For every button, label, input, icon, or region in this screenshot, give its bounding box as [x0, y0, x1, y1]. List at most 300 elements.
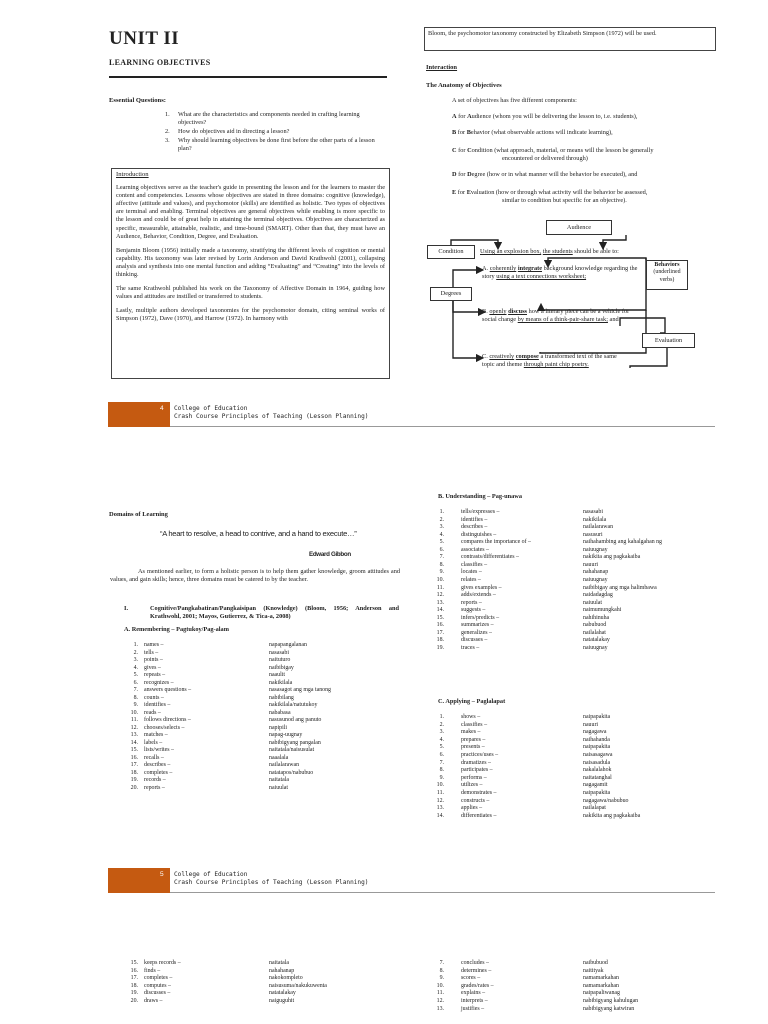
verb-row	[124, 975, 424, 983]
verb-number: 19.	[130, 990, 138, 997]
verb-number: 20.	[130, 784, 138, 791]
verb-number: 19.	[436, 644, 444, 651]
verb-number: 14.	[436, 812, 444, 819]
remembering-heading: A. Remembering – Pagtukoy/Pag-alam	[124, 626, 229, 633]
verb-english: determines –	[461, 967, 492, 974]
verb-filipino: naitatala	[269, 960, 289, 966]
verb-number: 15.	[130, 960, 138, 966]
behaviors-label: Behaviors	[654, 262, 680, 268]
verb-english: keeps records –	[144, 960, 181, 966]
verb-english: recognizes –	[144, 679, 174, 686]
verb-filipino: naibibigay	[269, 664, 294, 671]
verb-number: 11.	[436, 990, 444, 997]
verb-number: 3.	[133, 657, 138, 663]
verb-row	[124, 740, 424, 748]
verb-english: dramatizes –	[461, 759, 491, 766]
verb-row	[430, 600, 730, 608]
verb-row	[430, 990, 730, 998]
verb-filipino: nauuri	[583, 721, 599, 728]
verb-filipino: naitityak	[583, 967, 604, 974]
verb-number: 3.	[439, 524, 444, 531]
verb-row	[430, 539, 730, 547]
verb-filipino: nakalalahok	[583, 767, 612, 774]
verb-row	[124, 680, 424, 688]
verb-number: 14.	[130, 739, 138, 746]
verb-row	[430, 798, 730, 806]
verb-english: generalizes –	[461, 629, 492, 636]
verb-english: gives examples –	[461, 584, 502, 591]
verb-filipino: naimumungkahi	[583, 607, 622, 614]
verb-number: 12.	[130, 724, 138, 731]
verb-filipino: naisasadula	[583, 759, 611, 766]
verb-filipino: nailalarawan	[583, 524, 614, 531]
verb-english: locates –	[461, 569, 482, 576]
verb-english: tells/expresses –	[461, 509, 500, 515]
footer-divider	[170, 426, 715, 427]
verb-row	[430, 615, 730, 623]
verb-english: chooses/selects –	[144, 724, 185, 731]
introduction-heading: Introduction	[116, 171, 149, 178]
verb-filipino: nakikilala	[583, 516, 607, 523]
verb-filipino: nahahanap	[583, 569, 609, 576]
verb-filipino: nagagawa	[583, 729, 607, 736]
understanding-heading: B. Understanding – Pag-unawa	[438, 493, 522, 500]
verb-row	[430, 782, 730, 790]
verb-row	[124, 725, 424, 733]
verb-english: identifies –	[461, 516, 488, 523]
verb-english: discusses –	[144, 990, 171, 997]
verb-row	[124, 650, 424, 658]
gibbon-quote: “A heart to resolve, a head to contrive, and a hand to execute…”	[160, 529, 357, 538]
verb-row	[430, 813, 730, 821]
verb-row	[430, 585, 730, 593]
verb-english: prepares –	[461, 736, 486, 743]
verb-row	[430, 998, 730, 1006]
verb-number: 7.	[439, 554, 444, 561]
verb-english: traces –	[461, 644, 480, 651]
verb-number: 10.	[436, 982, 444, 989]
footer-text: College of Education Crash Course Principles of Teaching (Lesson Planning)	[174, 405, 369, 420]
verb-english: draws –	[144, 998, 163, 1004]
verb-row	[430, 790, 730, 798]
verb-number: 1.	[133, 642, 138, 648]
verb-number: 4.	[439, 736, 444, 743]
learning-objectives-title: LEARNING OBJECTIVES	[109, 58, 211, 67]
component-degree: D for Degree (how or in what manner will the behavior be executed), and	[452, 171, 638, 178]
interaction-heading: Interaction	[426, 64, 458, 71]
verb-row	[124, 702, 424, 710]
verb-filipino: naiuugnay	[583, 644, 608, 651]
verb-english: classifies –	[461, 721, 488, 728]
page-number: 4	[160, 405, 164, 412]
verb-row	[430, 637, 730, 645]
verb-number: 5.	[439, 539, 444, 546]
domains-heading: Domains of Learning	[109, 511, 168, 518]
verb-filipino: nasasabi	[269, 649, 289, 656]
verb-english: performs –	[461, 774, 487, 781]
verb-row	[430, 775, 730, 783]
verb-filipino: naipapakita	[583, 790, 611, 796]
verb-filipino: natatalakay	[583, 637, 610, 644]
verb-english: applies –	[461, 805, 483, 812]
verb-english: constructs –	[461, 797, 490, 804]
behaviors-box	[646, 260, 688, 290]
verb-filipino: naaulit	[269, 672, 286, 678]
verb-filipino: nabibigyang katwiran	[583, 1005, 635, 1012]
verb-row	[430, 524, 730, 532]
verb-number: 5.	[439, 744, 444, 751]
verb-english: infers/predicts –	[461, 614, 500, 621]
bloom-continuation-box: Bloom, the psychomotor taxonomy constructed by Elizabeth Simpson (1972) will be used.	[424, 27, 716, 51]
verb-filipino: naiuugnay	[583, 576, 608, 583]
verb-number: 15.	[130, 747, 138, 753]
verb-filipino: naisasagawa	[583, 752, 613, 758]
verb-number: 8.	[439, 767, 444, 774]
footer-text: College of Education Crash Course Principles of Teaching (Lesson Planning)	[174, 871, 369, 886]
intro-paragraph: Benjamin Bloom (1956) initially made a taxonomy, stratifying the different levels of cognition or mental capability. His taxonomy was later revised by Lorin Anderson and David Krathwohl (2001), collapsing analysis and synthesis into one mental function and adding “Evaluating” and “Creating” into the levels of thinking.	[116, 246, 385, 279]
verb-filipino: naitatala	[269, 777, 289, 783]
verb-english: counts –	[144, 694, 164, 701]
verb-number: 11.	[436, 584, 444, 591]
verb-filipino: nahahanap	[269, 967, 295, 974]
verb-number: 11.	[130, 717, 138, 723]
intro-paragraph: Lastly, multiple authors developed taxonomies for the psychomotor domain, citing seminal works of Simpson (1972), Dave (1970), and Harrow (1972). In harmony with	[116, 307, 385, 323]
verb-filipino: naiuulat	[269, 784, 288, 791]
verb-row	[430, 622, 730, 630]
verb-filipino: nakikilala/natutukoy	[269, 702, 318, 708]
verb-filipino: naitatanghal	[583, 774, 612, 781]
verb-filipino: nabibilang	[269, 694, 294, 701]
verb-english: grades/rates –	[461, 982, 494, 989]
verb-row	[124, 695, 424, 703]
verb-english: utilizes –	[461, 782, 483, 789]
objective-lead: Using an explosion box, the students should be able to:	[480, 248, 619, 255]
verb-row	[430, 805, 730, 813]
verb-english: completes –	[144, 975, 173, 982]
verb-filipino: namamarkahan	[583, 982, 619, 989]
essential-questions-heading: Essential Questions:	[109, 97, 166, 104]
verb-english: summarizes –	[461, 622, 494, 629]
verb-number: 6.	[439, 752, 444, 758]
verb-filipino: naiuulat	[583, 599, 602, 606]
verb-english: practices/uses –	[461, 752, 499, 758]
verb-number: 19.	[130, 777, 138, 783]
verb-number: 13.	[436, 805, 444, 812]
verb-english: gives –	[144, 664, 161, 671]
verb-number: 10.	[130, 709, 138, 716]
verb-english: describes –	[461, 524, 488, 531]
verb-row	[124, 983, 424, 991]
audience-box: Audience	[546, 220, 612, 235]
verb-number: 17.	[130, 762, 138, 768]
verb-english: differentiates –	[461, 812, 497, 819]
verb-filipino: naihahanda	[583, 736, 610, 743]
verb-filipino: naaalala	[269, 754, 289, 761]
verb-row	[430, 968, 730, 976]
verb-filipino: nailalahat	[583, 629, 606, 636]
verb-filipino: napapangalanan	[269, 642, 307, 648]
verb-row	[430, 577, 730, 585]
verb-english: labels –	[144, 739, 163, 746]
introduction-box	[111, 168, 390, 379]
verb-filipino: naituturo	[269, 657, 291, 663]
verb-number: 16.	[130, 967, 138, 974]
verb-english: shows –	[461, 714, 481, 720]
objective-c: C. creatively compose a transformed text of the same topic and theme through paint chip poetry.	[482, 353, 617, 369]
verb-english: follows directions –	[144, 717, 191, 723]
verb-filipino: nakikita ang pagkakaiba	[583, 812, 641, 819]
verb-english: suggests –	[461, 607, 486, 614]
verb-row	[124, 762, 424, 770]
verb-english: reports –	[461, 599, 482, 606]
verb-number: 17.	[436, 629, 444, 636]
verb-number: 4.	[133, 664, 138, 671]
verb-filipino: nailalarawan	[269, 762, 300, 768]
verb-english: concludes –	[461, 960, 489, 966]
verb-english: distinguishes –	[461, 531, 497, 538]
component-audience: A for Audience (whom you will be delivering the lesson to, i.e. students),	[452, 113, 638, 120]
verb-english: explains –	[461, 990, 486, 997]
verb-filipino: naipapaliwanag	[583, 990, 620, 997]
verb-filipino: naidadagdag	[583, 592, 613, 599]
condition-box: Condition	[427, 245, 475, 259]
anatomy-intro: A set of objectives has five different components:	[452, 97, 577, 104]
verb-number: 2.	[133, 649, 138, 656]
verb-english: classifies –	[461, 561, 488, 568]
verb-row	[124, 672, 424, 680]
verb-filipino: nasasagot ang mga tanong	[269, 687, 331, 693]
verb-filipino: nakikita ang pagkakaiba	[583, 554, 641, 561]
footer-divider	[170, 892, 715, 893]
verb-filipino: namamarkahan	[583, 975, 619, 982]
verb-filipino: nauuri	[583, 561, 599, 568]
verb-number: 2.	[439, 721, 444, 728]
question-item: 2. How do objectives aid in directing a lesson?	[165, 128, 290, 136]
verb-filipino: naipapakita	[583, 714, 611, 720]
verb-number: 4.	[439, 531, 444, 538]
verb-english: describes –	[144, 762, 171, 768]
verb-number: 20.	[130, 998, 138, 1004]
verb-number: 2.	[439, 516, 444, 523]
verb-number: 8.	[133, 694, 138, 701]
verb-number: 3.	[439, 729, 444, 736]
verb-number: 5.	[133, 672, 138, 678]
objective-a: A. coherently integrate background knowledge regarding the story using a text connections worksheet;	[482, 265, 638, 281]
verb-row	[430, 752, 730, 760]
title-rule	[109, 76, 387, 78]
verb-row	[430, 630, 730, 638]
verb-english: demonstrates –	[461, 790, 497, 796]
verb-row	[430, 744, 730, 752]
verb-english: participates –	[461, 767, 493, 774]
verb-english: contrasts/differentiates –	[461, 554, 519, 561]
verb-filipino: natatalakay	[269, 990, 296, 997]
evaluation-box: Evaluation	[642, 333, 695, 348]
verb-number: 12.	[436, 592, 444, 599]
verb-number: 7.	[133, 687, 138, 693]
verb-row	[430, 714, 730, 722]
verb-row	[124, 710, 424, 718]
verb-row	[124, 998, 424, 1006]
applying-heading: C. Applying – Paglalapat	[438, 698, 506, 705]
verb-number: 12.	[436, 998, 444, 1004]
verb-english: names –	[144, 642, 164, 648]
verb-english: recalls –	[144, 754, 164, 761]
verb-english: reports –	[144, 784, 165, 791]
verb-english: points –	[144, 657, 163, 663]
verb-row	[124, 732, 424, 740]
verb-filipino: naihahambing ang kahalgahan ng	[583, 539, 663, 546]
verb-filipino: naisusuma/nakukuwenta	[269, 982, 327, 989]
verb-row	[124, 665, 424, 673]
verb-filipino: nasasabi	[583, 509, 603, 515]
verb-english: interprets –	[461, 998, 488, 1004]
verb-english: computes –	[144, 982, 171, 989]
verb-english: answers questions –	[144, 687, 192, 693]
verb-english: adds/extends –	[461, 592, 496, 599]
verb-filipino: nabubuod	[583, 622, 607, 629]
verb-english: completes –	[144, 769, 173, 776]
verb-filipino: nabibigyang kahulugan	[583, 998, 639, 1004]
verb-english: identifies –	[144, 702, 171, 708]
verb-english: matches –	[144, 732, 168, 738]
anatomy-heading: The Anatomy of Objectives	[426, 82, 502, 89]
verb-english: finds –	[144, 967, 161, 974]
component-evaluation: E for Evaluation (how or through what activity will the behavior be assessed, similar to condition but specific for an objective).	[452, 189, 648, 205]
verb-number: 1.	[439, 509, 444, 515]
verb-number: 7.	[439, 960, 444, 966]
verb-number: 8.	[439, 967, 444, 974]
verb-english: relates –	[461, 576, 481, 583]
verb-number: 13.	[436, 1005, 444, 1012]
verb-english: lists/writes –	[144, 747, 174, 753]
verb-number: 10.	[436, 576, 444, 583]
verb-row	[430, 722, 730, 730]
verb-number: 18.	[130, 982, 138, 989]
verb-number: 14.	[436, 607, 444, 614]
verb-row	[430, 554, 730, 562]
verb-number: 1.	[439, 714, 444, 720]
verb-row	[430, 729, 730, 737]
verb-english: repeats –	[144, 672, 166, 678]
verb-row	[430, 1006, 730, 1014]
verb-english: tells –	[144, 649, 159, 656]
essential-questions-list	[165, 111, 387, 154]
verb-filipino: nagagamit	[583, 782, 608, 789]
verb-number: 13.	[436, 599, 444, 606]
verb-number: 15.	[436, 614, 444, 621]
question-item: 3. Why should learning objectives be done first before the other parts of a lesson plan?	[165, 137, 375, 153]
cognitive-heading: I. Cognitive/Pangkabatiran/Pangkaisipan (Knowledge) (Bloom, 1956; Anderson and Krathwohl, 2001; Mayos, Gutierrez, & Tica-a, 2008)	[124, 605, 399, 621]
verb-english: associates –	[461, 546, 489, 553]
verb-row	[430, 975, 730, 983]
verb-row	[430, 960, 730, 968]
verb-filipino: nakikilala	[269, 679, 293, 686]
verb-number: 16.	[436, 622, 444, 629]
verb-filipino: naibubuod	[583, 960, 608, 966]
verb-filipino: natatapos/nabubuo	[269, 769, 314, 776]
verb-filipino: nahihinuha	[583, 614, 610, 621]
verb-row	[430, 592, 730, 600]
verb-number: 6.	[133, 679, 138, 686]
verb-number: 9.	[439, 975, 444, 982]
verb-filipino: naipapakita	[583, 744, 611, 751]
verb-row	[124, 968, 424, 976]
verb-number: 12.	[436, 797, 444, 804]
verb-filipino: naibibigay ang mga halimbawa	[583, 584, 657, 591]
behaviors-note: (underlined verbs)	[653, 269, 681, 283]
verb-filipino: naiguguhit	[269, 998, 295, 1004]
verb-number: 7.	[439, 759, 444, 766]
verb-row	[124, 755, 424, 763]
degrees-box: Degrees	[430, 287, 472, 301]
verb-number: 16.	[130, 754, 138, 761]
question-item: 1. What are the characteristics and components needed in crafting learning objectives?	[165, 111, 360, 127]
verb-number: 17.	[130, 975, 138, 982]
verb-number: 13.	[130, 732, 138, 738]
verb-row	[124, 990, 424, 998]
verb-number: 18.	[436, 637, 444, 644]
verb-number: 8.	[439, 561, 444, 568]
intro-paragraph: The same Krathwohl published his work on the Taxonomy of Affective Domain in 1964, guiding how values and attitudes are instilled or transferred to students.	[116, 285, 385, 301]
verb-row	[430, 569, 730, 577]
verb-row	[430, 517, 730, 525]
verb-number: 6.	[439, 546, 444, 553]
verb-row	[124, 657, 424, 665]
verb-row	[430, 607, 730, 615]
verb-number: 10.	[436, 782, 444, 789]
verb-english: compares the importance of –	[461, 539, 532, 546]
verb-english: scores –	[461, 975, 481, 982]
verb-row	[430, 645, 730, 653]
verb-filipino: nababasa	[269, 709, 291, 716]
verb-row	[430, 562, 730, 570]
verb-english: makes –	[461, 729, 481, 736]
verb-row	[124, 960, 424, 968]
verb-filipino: nasusuri	[583, 531, 603, 538]
verb-english: justifies –	[461, 1005, 485, 1012]
verb-row	[124, 687, 424, 695]
verb-number: 9.	[439, 569, 444, 576]
verb-row	[124, 785, 424, 793]
verb-number: 11.	[436, 790, 444, 796]
intro-paragraph: Learning objectives serve as the teacher's guide in presenting the lesson and for the learners to master the content and competencies. Lessons whose objectives are stated in three domains: cognitive (knowledge), affective (attitude and values), and psychomotor (skills) are identified as holistic. Two types of objectives are terminal and enabling. Terminal objectives are general objectives while enabling is more specific to the lesson and could be of great help in attaining the terminal objectives. Objectives are characterized as specific, measurable, attainable, realistic, and time-bound (SMART). Other than that, they must have an Audience, Behavior, Condition, Degree, and Evaluation.	[116, 184, 385, 240]
verb-filipino: nailalapat	[583, 805, 606, 812]
verb-row	[124, 717, 424, 725]
verb-number: 9.	[133, 702, 138, 708]
verb-english: discusses –	[461, 637, 488, 644]
verb-row	[124, 770, 424, 778]
verb-english: records –	[144, 777, 166, 783]
verb-filipino: naitatala/naisusulat	[269, 747, 315, 753]
verb-number: 9.	[439, 774, 444, 781]
verb-filipino: nasusunod ang panuto	[269, 717, 322, 723]
verb-row	[430, 983, 730, 991]
verb-english: reads –	[144, 709, 161, 716]
objective-b: B. openly discuss how a literary piece can be a vehicle for social change by means of a think-pair-share task; and	[482, 308, 630, 324]
verb-row	[124, 747, 424, 755]
verb-english: presents –	[461, 744, 485, 751]
verb-row	[124, 777, 424, 785]
verb-filipino: napipili	[269, 724, 287, 731]
verb-row	[124, 642, 424, 650]
page-number: 5	[160, 871, 164, 878]
verb-row	[430, 509, 730, 517]
quote-author: Edward Gibbon	[309, 551, 351, 558]
component-behavior: B for Behavior (what observable actions will indicate learning),	[452, 129, 613, 136]
verb-filipino: nabibigyang pangalan	[269, 739, 321, 746]
unit-title: UNIT II	[109, 28, 180, 49]
